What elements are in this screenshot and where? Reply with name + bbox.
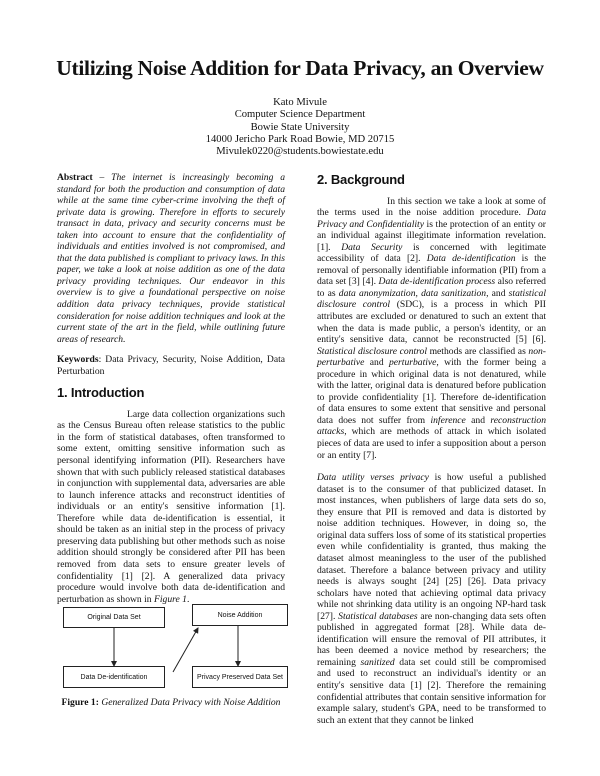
author-address: 14000 Jericho Park Road Bowie, MD 20715 [205, 133, 395, 145]
background-paragraph-1 [317, 196, 546, 462]
box-original-data-set: Original Data Set [63, 607, 165, 628]
figure-1-diagram [57, 602, 285, 692]
term-non-perturbative: non-perturbative [317, 345, 546, 369]
author-email: Mivulek0220@students.bowiestate.edu [216, 146, 384, 158]
intro-text: Large data collection organizations such as the Census Bureau often release statistics to the public in the form of statistical databases, often transformed to some extent, omitting sensitive information such as personal identifying information (PII). Researchers have shown that with such publicly released statistical databases in conjunction with supplemental data, adversaries are able to launch inference attacks and reconstruct identities of individuals or an entity's sensitive information [1]. Therefore while data de-identification is essential, it should be taken as an initial step in the process of privacy preserving data publishing but other methods such as noise addition should strongly be considered after PII has been removed from data sets to ensure greater levels of confidentiality [1] [2]. A generalized data privacy procedure would involve both data de-identification and perturbation as shown in [57, 408, 285, 605]
text: also referred to as [317, 276, 546, 299]
text: and [465, 414, 491, 426]
term-data-privacy: Data Privacy and Confidentiality [317, 207, 546, 230]
term-deidentification-process: Data de-identification process [378, 276, 496, 288]
text: , which are methods of attack in which isolated pieces of data are used to infer a supposition about a person or an entity [7]. [317, 426, 546, 461]
term-statistical-databases: Statistical databases [338, 610, 418, 622]
box-privacy-preserved-data-set: Privacy Preserved Data Set [192, 666, 288, 688]
term-sanitized: sanitized [360, 656, 395, 668]
text: (SDC), is a process in which PII attributes are excluded or denatured to such an extent that when the data is made public, a person's identity, or an entity's sensitive data, cannot be reconstructed [5] [6]. [317, 299, 546, 346]
author-name: Kato Mivule [273, 97, 327, 108]
text: is how useful a published dataset is to the consumer of that publicized dataset. In most instances, when publishers of large data sets do so, they ensure that PII is removed and data is distorted by noise addition techniques. However, in doing so, the original data suffers loss of some of its statistical properties even while confidentiality is granted, thus making the dataset almost meaningless to the user of the published dataset. Therefore a balance between privacy and utility needs is always sought [24] [25] [26]. Data privacy scholars have noted that achieving optimal data privacy while not shrinking data utility is an ongoing NP-hard task [27]. [317, 472, 546, 622]
text: and [488, 287, 509, 299]
right-column [317, 170, 546, 726]
author-block [0, 97, 600, 158]
section-heading-introduction: 1. Introduction [57, 385, 145, 401]
intro-paragraph [57, 409, 285, 605]
left-column [57, 172, 285, 605]
paper-title: Utilizing Noise Addition for Data Privacy, an Overview [56, 56, 544, 80]
text: and [364, 357, 389, 369]
figure-caption-label: Figure 1: [61, 697, 99, 708]
author-department: Computer Science Department [234, 109, 366, 121]
term-inference: inference [430, 414, 466, 426]
figure-caption-text: Generalized Data Privacy with Noise Addition [98, 697, 281, 708]
box-noise-addition: Noise Addition [192, 604, 288, 626]
term-sdc: statistical disclosure control [317, 287, 546, 311]
term-sdc-2: Statistical disclosure control [317, 345, 427, 357]
term-anonymization: data anonymization, data sanitization, [338, 287, 489, 299]
text: data set could still be compromised and used to reconstruct an individual's identity or an entity's sensitive data [1] [2]. Therefore the remaining confidential attributes that contain sensitive information for example salary, student's GPA, need to be transformed to such an extent that they cannot be linked [317, 656, 547, 726]
text: , with the former being a procedure in which original data is not denatured, while with the latter, original data is denatured before publication to provide confidentiality [1]. Therefore de-identification of data ensures to some extent that sensitive and personal data does not suffer from [317, 357, 546, 426]
text: In this section we take a look at some of the terms used in the noise addition procedure. [317, 195, 546, 219]
term-data-deidentification: Data de-identification [426, 253, 516, 265]
term-data-utility: Data utility verses privacy [317, 472, 429, 484]
abstract-dash: – [92, 172, 112, 183]
text: is concerned with legitimate accessibility of data [2]. [317, 241, 547, 265]
box-data-deidentification: Data De-identification [63, 666, 165, 688]
text: is the protection of an entity or an individual against illegitimate information revelation. [1]. [317, 218, 546, 253]
background-paragraph-2 [317, 472, 546, 726]
figure-1-caption [57, 697, 285, 708]
intro-text-end: . [186, 593, 190, 605]
term-data-security: Data Security [341, 241, 403, 253]
term-reconstruction-attacks: reconstruction attacks [317, 414, 546, 438]
text: are non-changing data sets often published in aggregated format [28]. While data de-identification will ensure the removal of PII attributes, it has been deemed a novice method by researchers; the remaining [317, 610, 546, 668]
author-university: Bowie State University [250, 121, 350, 133]
keywords-text: : Data Privacy, Security, Noise Addition, Data Perturbation [57, 354, 285, 377]
abstract [57, 172, 285, 345]
text: is the removal of personally identifiable information (PII) from a data set [3] [4]. [317, 253, 546, 288]
section-heading-background: 2. Background [317, 172, 405, 187]
keywords-label: Keywords [57, 354, 99, 366]
keywords [57, 354, 285, 377]
figure-reference: Figure 1 [154, 593, 187, 605]
text: methods are classified as [427, 345, 529, 357]
term-perturbative: perturbative [388, 357, 437, 369]
abstract-label: Abstract [57, 172, 93, 183]
abstract-text: The internet is increasingly becoming a standard for both the production and consumption of data while at the same time cyber-crime involving the theft of private data is growing. Therefore in efforts to securely transact in data, privacy and security concerns must be taken into account to ensure that the confidentiality of individuals and entities involved is not compromised, and that the data published is compliant to privacy laws. In this paper, we take a look at noise addition as one of the data privacy providing techniques. Our endeavor in this overview is to give a foundational perspective on noise addition data privacy techniques, provide statistical consideration for noise addition techniques and look at the current state of the art in the field, while outlining future areas of research. [57, 172, 286, 345]
